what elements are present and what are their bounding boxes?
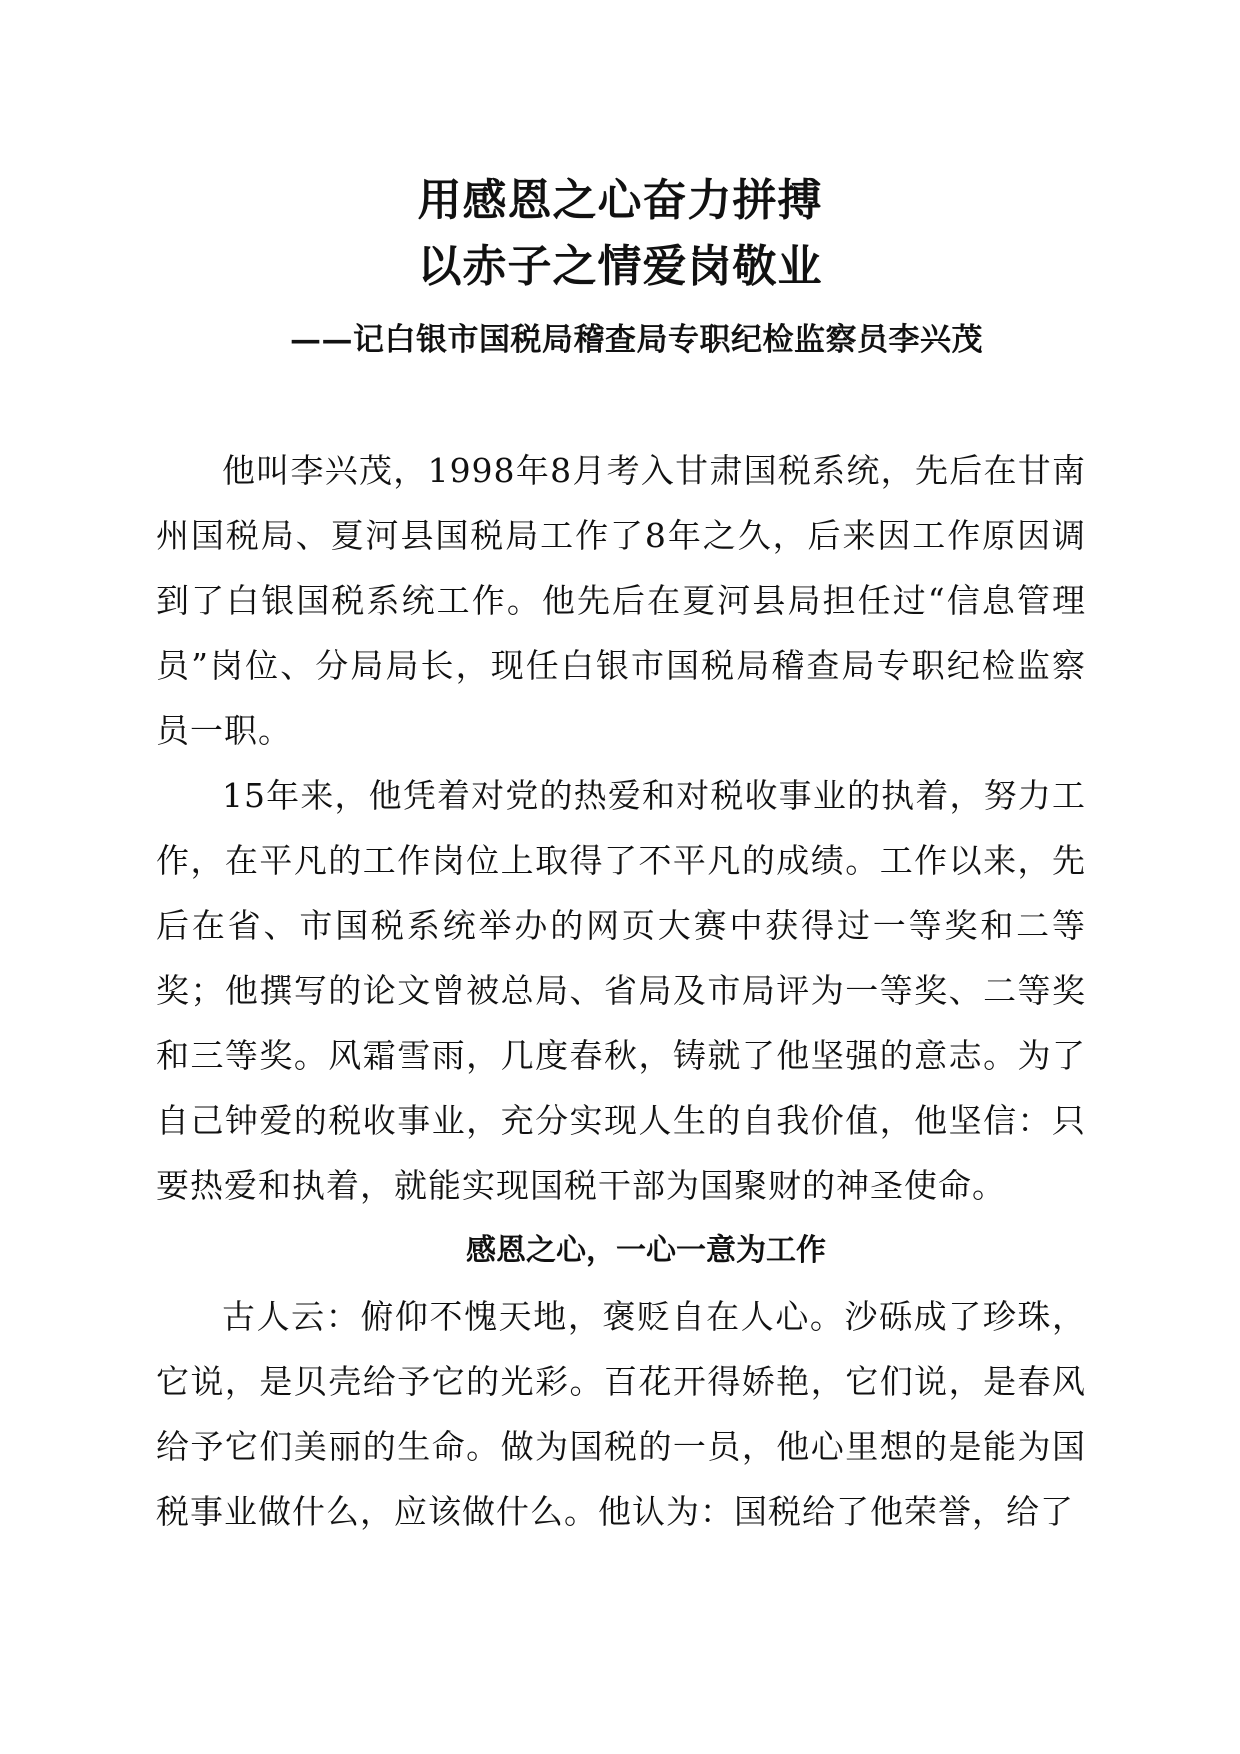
subtitle: ——记白银市国税局稽查局专职纪检监察员李兴茂 (290, 322, 983, 358)
paragraph-1: 他叫李兴茂，1998年8月考入甘肃国税系统，先后在甘南州国税局、夏河县国税局工作了8年之久，后来因工作原因调到了白银国税系统工作。他先后在夏河县局担任过“信息管理员”岗位、分局局长，现任白银市国税局稽查局专职纪检监察员一职。 (156, 451, 1086, 750)
section-heading: 感恩之心，一心一意为工作 (466, 1233, 826, 1268)
article-body (156, 438, 1086, 1544)
paragraph-2: 15年来，他凭着对党的热爱和对税收事业的执着，努力工作，在平凡的工作岗位上取得了不平凡的成绩。工作以来，先后在省、市国税系统举办的网页大赛中获得过一等奖和二等奖；他撰写的论文曾被总局、省局及市局评为一等奖、二等奖和三等奖。风霜雪雨，几度春秋，铸就了他坚强的意志。为了自己钟爱的税收事业，充分实现人生的自我价值，他坚信：只要热爱和执着，就能实现国税干部为国聚财的神圣使命。 (156, 776, 1086, 1205)
title-line-1: 用感恩之心奋力拼搏 (417, 175, 823, 226)
paragraph-3: 古人云：俯仰不愧天地，褒贬自在人心。沙砾成了珍珠，它说，是贝壳给予它的光彩。百花开得娇艳，它们说，是春风给予它们美丽的生命。做为国税的一员，他心里想的是能为国税事业做什么，应该做什么。他认为：国税给了他荣誉，给了 (156, 1297, 1086, 1531)
title-block (0, 168, 1240, 300)
title-line-2: 以赤子之情爱岗敬业 (417, 241, 823, 292)
